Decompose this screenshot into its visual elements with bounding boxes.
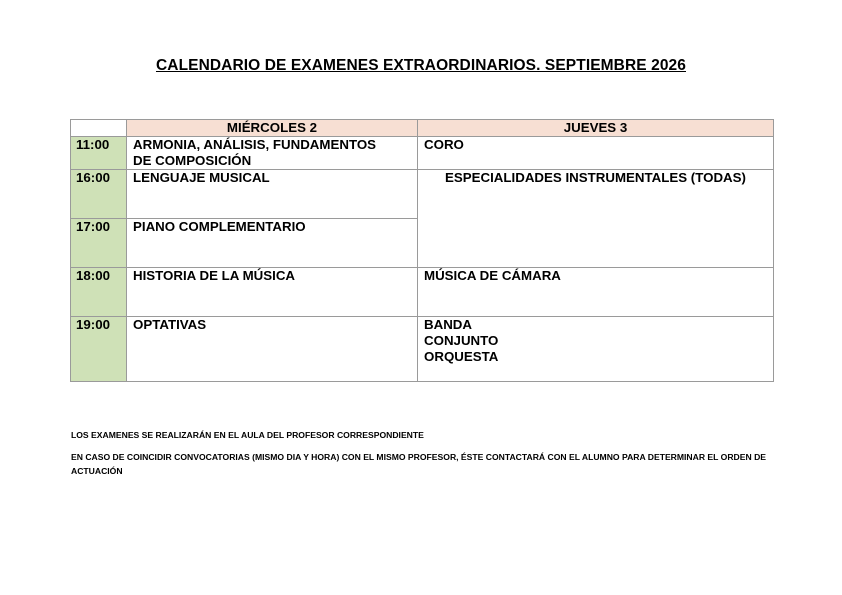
- exam-subject: HISTORIA DE LA MÚSICA: [133, 268, 296, 283]
- column-header-wednesday: MIÉRCOLES 2: [127, 120, 418, 137]
- exam-subject: DE COMPOSICIÓN: [133, 153, 252, 168]
- exam-subject: ORQUESTA: [424, 349, 499, 364]
- footnotes: [71, 428, 781, 486]
- exam-cell-wednesday: [127, 219, 418, 268]
- exam-cell-wednesday: [127, 137, 418, 170]
- note-location: LOS EXAMENES SE REALIZARÁN EN EL AULA DEL PROFESOR CORRESPONDIENTE: [71, 430, 424, 440]
- exam-subject: CONJUNTO: [424, 333, 499, 348]
- exam-subject: MÚSICA DE CÁMARA: [424, 268, 561, 283]
- exam-subject: OPTATIVAS: [133, 317, 207, 332]
- table-row: [71, 137, 774, 170]
- exam-subject: PIANO COMPLEMENTARIO: [133, 219, 306, 234]
- time-cell: 19:00: [71, 317, 127, 382]
- exam-subject: LENGUAJE MUSICAL: [133, 170, 270, 185]
- exam-subject: CORO: [424, 137, 464, 152]
- table-row: [71, 268, 774, 317]
- table-header-row: [71, 120, 774, 137]
- exam-cell-thursday: [418, 170, 774, 268]
- header-corner-cell: [71, 120, 127, 137]
- table-row: [71, 170, 774, 219]
- time-cell: 17:00: [71, 219, 127, 268]
- exam-subject: BANDA: [424, 317, 473, 332]
- exam-subject: ARMONIA, ANÁLISIS, FUNDAMENTOS: [133, 137, 377, 152]
- exam-cell-thursday: [418, 268, 774, 317]
- time-cell: 11:00: [71, 137, 127, 170]
- time-cell: 18:00: [71, 268, 127, 317]
- page-title: CALENDARIO DE EXAMENES EXTRAORDINARIOS. SEPTIEMBRE 2026: [155, 57, 686, 74]
- exam-subject: ESPECIALIDADES INSTRUMENTALES (TODAS): [445, 170, 746, 185]
- exam-cell-wednesday: [127, 268, 418, 317]
- table-row: [71, 317, 774, 382]
- time-cell: 16:00: [71, 170, 127, 219]
- exam-cell-thursday: [418, 317, 774, 382]
- exam-cell-wednesday: [127, 317, 418, 382]
- exam-cell-thursday: [418, 137, 774, 170]
- exam-schedule-table: [70, 119, 774, 382]
- exam-cell-wednesday: [127, 170, 418, 219]
- column-header-thursday: JUEVES 3: [418, 120, 774, 137]
- note-conflicts: EN CASO DE COINCIDIR CONVOCATORIAS (MISMO DIA Y HORA) CON EL MISMO PROFESOR, ÉSTE CONTACTARÁ CON EL ALUMNO PARA DETERMINAR EL ORDEN DE ACTUACIÓN: [71, 452, 767, 476]
